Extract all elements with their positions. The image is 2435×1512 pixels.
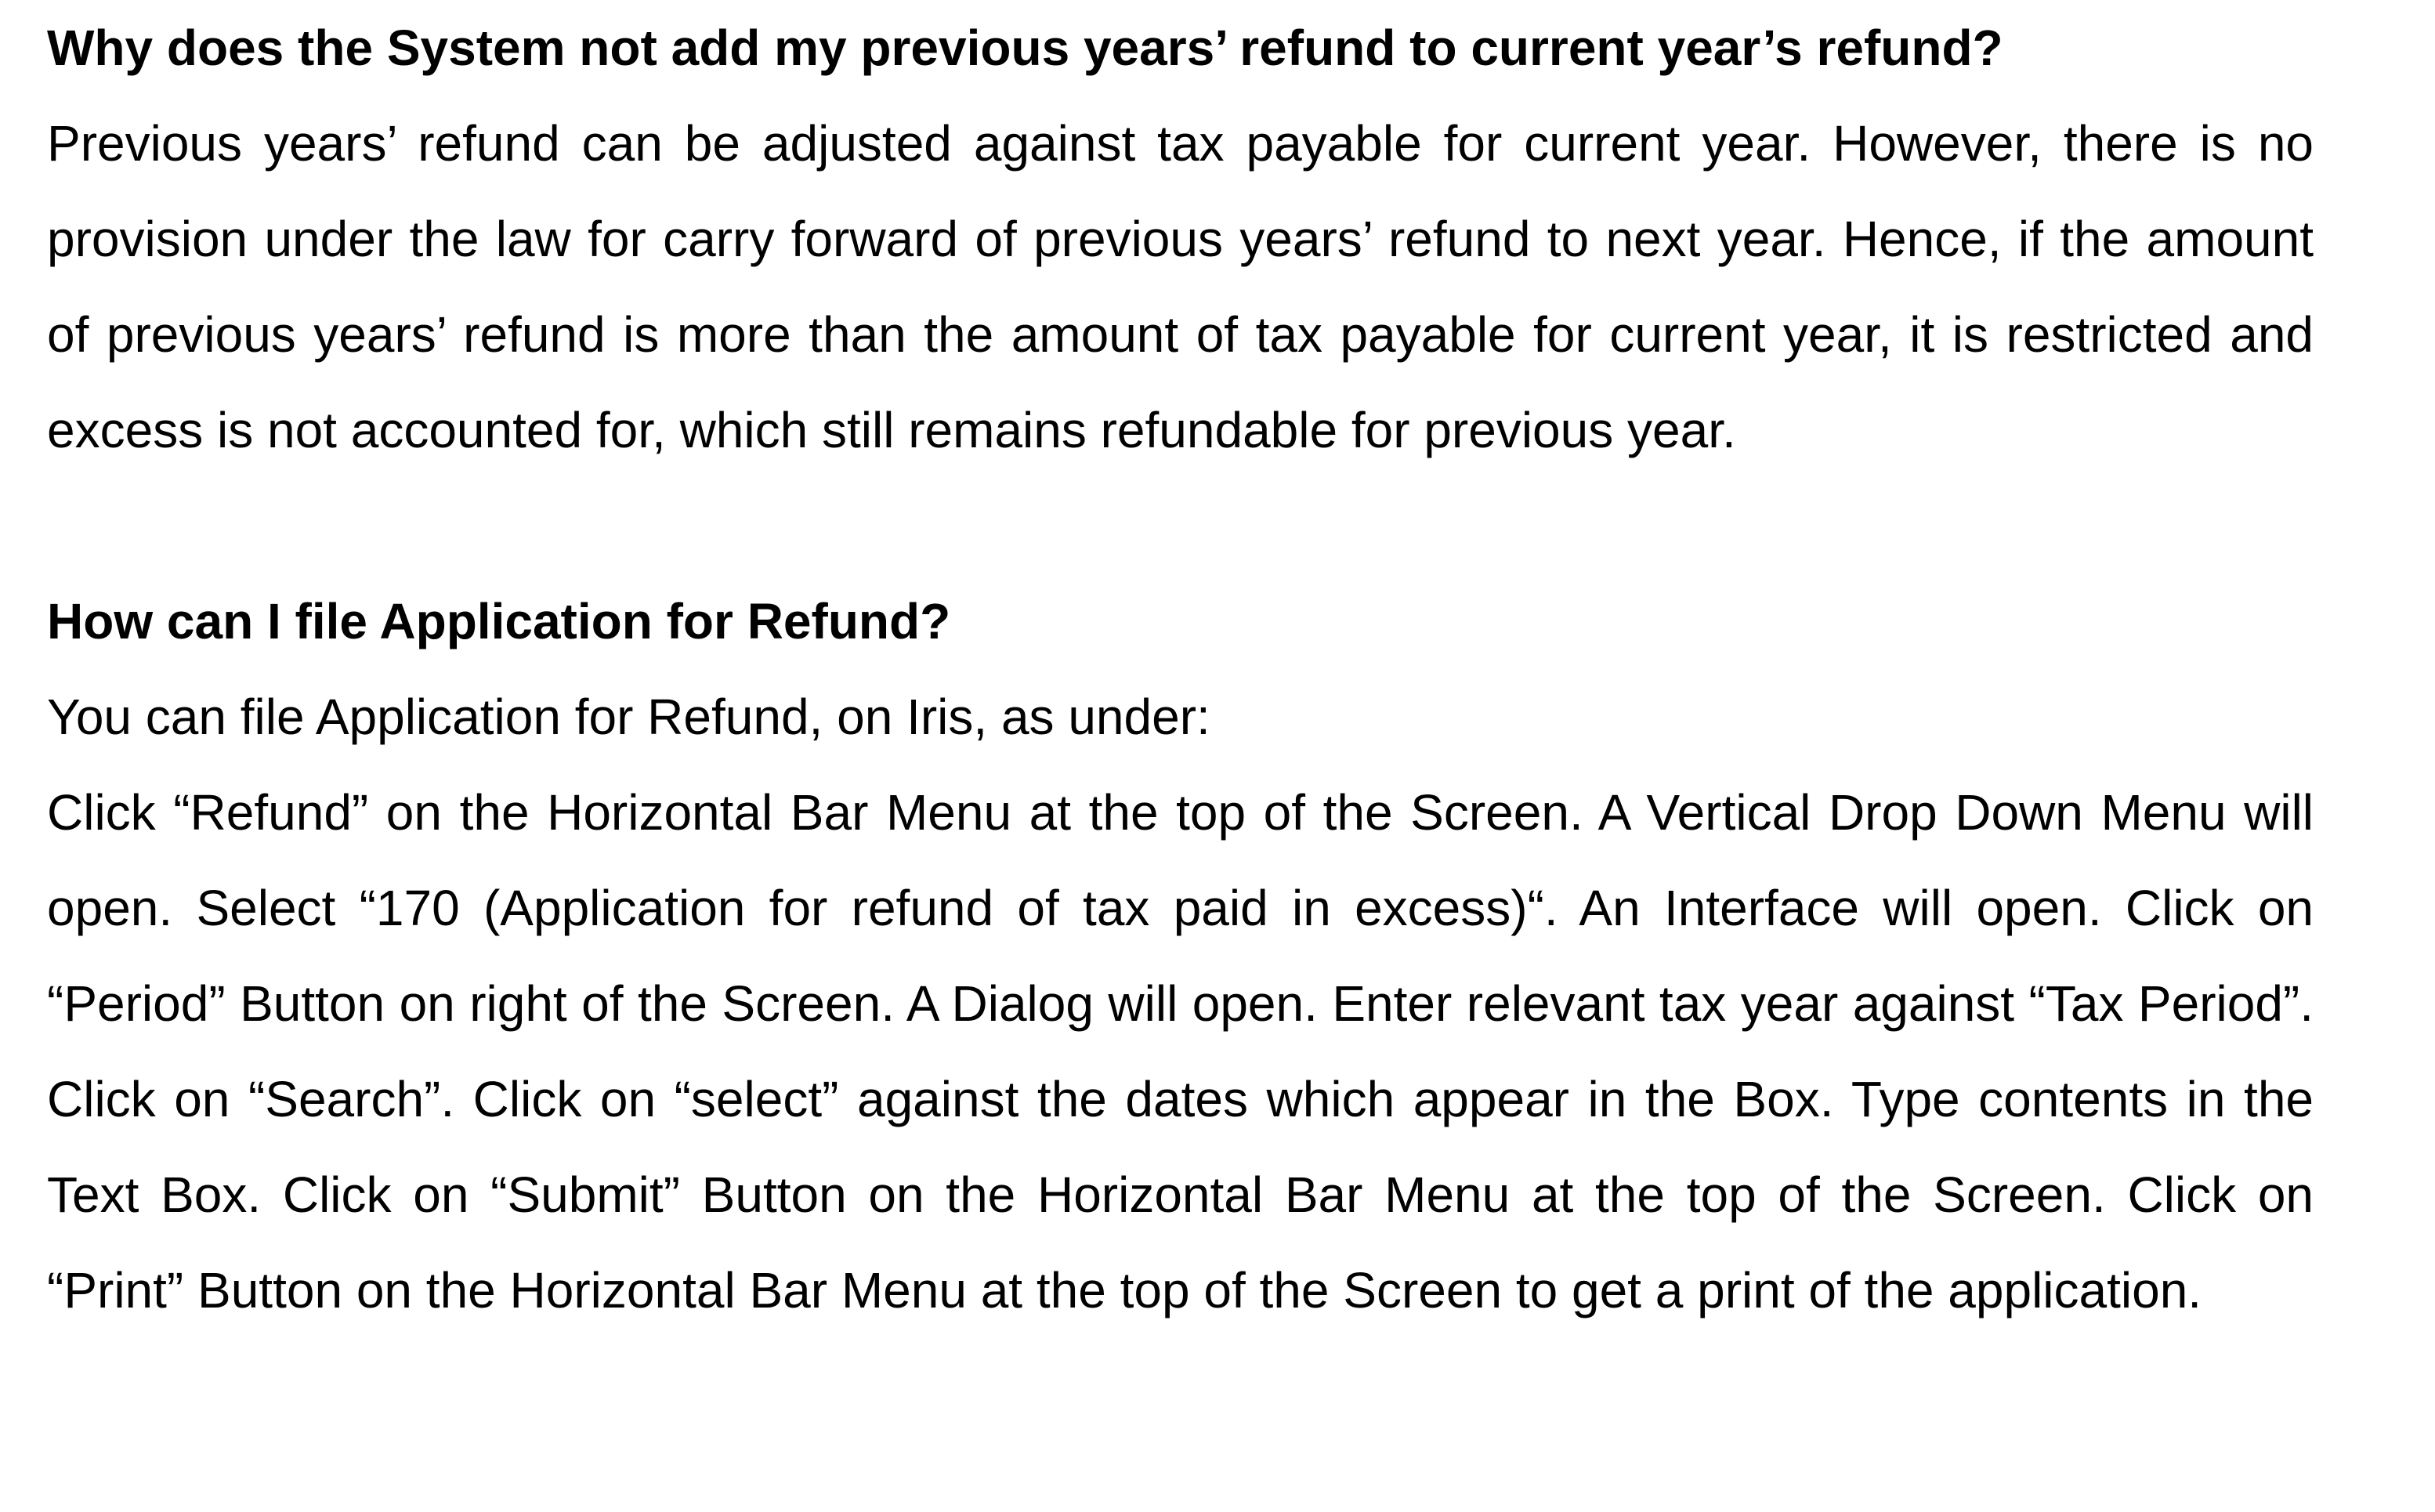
section-spacer [47,478,2314,573]
faq-question: Why does the System not add my previous years’ refund to current year’s refund? [47,20,2003,76]
faq-section-refund-carry-forward [47,0,2314,478]
faq-answer-steps: Click “Refund” on the Horizontal Bar Menu at the top of the Screen. A Vertical Drop Down Menu will open. Select “170 (Application for refund of tax paid in excess)“. An Interface will open. Click on “Period” Button on right of the Screen. A Dialog will open. Enter relevant tax year against “Tax Period”. Click on “Search”. Click on “select” against the dates which appear in the Box. Type contents in the Text Box. Click on “Submit” Button on the Horizontal Bar Menu at the top of the Screen. Click on “Print” Button on the Horizontal Bar Menu at the top of the Screen to get a print of the application. [47,784,2314,1318]
faq-document [47,0,2314,1338]
faq-answer-paragraph: Previous years’ refund can be adjusted against tax payable for current year. However, there is no provision under the law for carry forward of previous years’ refund to next year. Hence, if the amount of previous years’ refund is more than the amount of tax payable for current year, it is restricted and excess is not accounted for, which still remains refundable for previous year. [47,115,2314,458]
faq-section-file-refund [47,573,2314,1338]
faq-answer-intro: You can file Application for Refund, on Iris, as under: [47,689,1210,745]
faq-question: How can I file Application for Refund? [47,593,951,649]
